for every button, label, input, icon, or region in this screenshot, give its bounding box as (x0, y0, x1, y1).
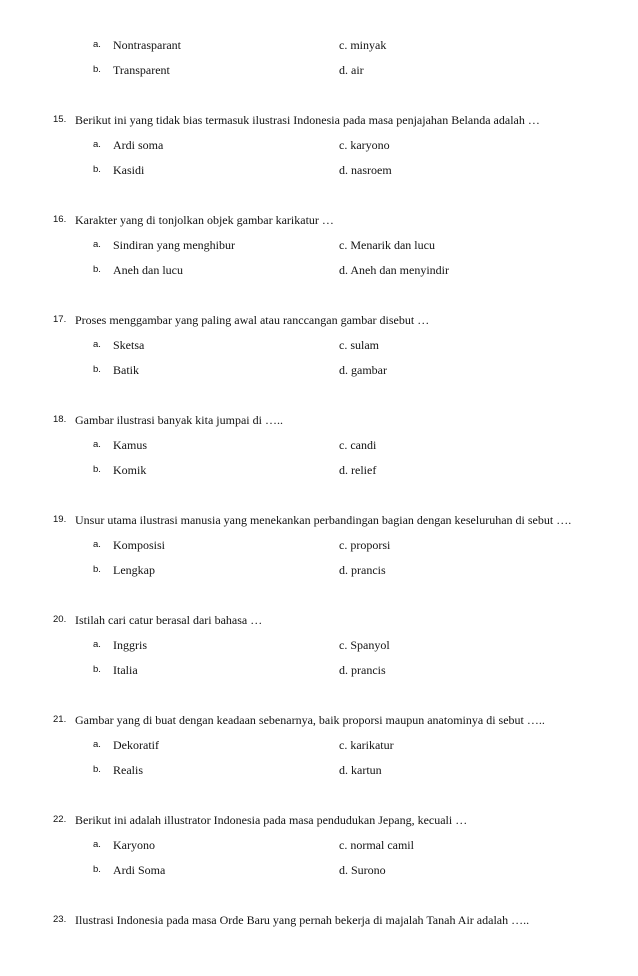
option-letter: a. (93, 639, 101, 650)
option-row (0, 237, 638, 253)
option-text: Sketsa (113, 338, 145, 352)
option-d: d. nasroem (339, 163, 392, 177)
question-text: Berikut ini yang tidak bias termasuk ilustrasi Indonesia pada masa penjajahan Belanda adalah … (75, 113, 540, 127)
question-text: Unsur utama ilustrasi manusia yang menekankan perbandingan bagian dengan keseluruhan di sebut …. (75, 513, 572, 527)
question-number: 23. (53, 914, 67, 925)
question-line (0, 412, 638, 428)
option-row (0, 862, 638, 878)
option-letter: a. (93, 339, 101, 350)
option-text: Kasidi (113, 163, 145, 177)
option-text: Karyono (113, 838, 155, 852)
option-text: Nontrasparant (113, 38, 181, 52)
option-row (0, 37, 638, 53)
option-letter: a. (93, 839, 101, 850)
option-c: c. minyak (339, 38, 387, 52)
option-letter: b. (93, 464, 101, 475)
option-text: Dekoratif (113, 738, 159, 752)
option-c: c. candi (339, 438, 377, 452)
question-text: Gambar yang di buat dengan keadaan sebenarnya, baik proporsi maupun anatominya di sebut ….. (75, 713, 545, 727)
question-number: 15. (53, 114, 67, 125)
question-line (0, 912, 638, 928)
option-letter: a. (93, 739, 101, 750)
question-text: Proses menggambar yang paling awal atau ranccangan gambar disebut … (75, 313, 430, 327)
option-row (0, 637, 638, 653)
question-line (0, 312, 638, 328)
option-row (0, 737, 638, 753)
option-text: Sindiran yang menghibur (113, 238, 235, 252)
option-row (0, 337, 638, 353)
option-letter: b. (93, 864, 101, 875)
option-letter: b. (93, 64, 101, 75)
option-text: Transparent (113, 63, 170, 77)
option-row (0, 837, 638, 853)
option-c: c. Spanyol (339, 638, 390, 652)
option-c: c. Menarik dan lucu (339, 238, 435, 252)
option-row (0, 662, 638, 678)
option-text: Realis (113, 763, 143, 777)
option-row (0, 162, 638, 178)
option-letter: a. (93, 539, 101, 550)
option-c: c. karyono (339, 138, 390, 152)
question-number: 22. (53, 814, 67, 825)
option-letter: b. (93, 364, 101, 375)
question-line (0, 612, 638, 628)
option-row (0, 462, 638, 478)
option-d: d. relief (339, 463, 377, 477)
question-line (0, 512, 638, 528)
question-number: 20. (53, 614, 67, 625)
question-number: 17. (53, 314, 67, 325)
option-text: Komposisi (113, 538, 166, 552)
option-d: d. air (339, 63, 364, 77)
option-letter: b. (93, 164, 101, 175)
option-text: Aneh dan lucu (113, 263, 183, 277)
question-line (0, 812, 638, 828)
option-row (0, 762, 638, 778)
option-text: Lengkap (113, 563, 155, 577)
question-number: 19. (53, 514, 67, 525)
option-letter: a. (93, 239, 101, 250)
question-line (0, 212, 638, 228)
option-row (0, 437, 638, 453)
option-row (0, 537, 638, 553)
question-line (0, 712, 638, 728)
option-row (0, 137, 638, 153)
option-c: c. karikatur (339, 738, 394, 752)
option-letter: a. (93, 439, 101, 450)
question-line (0, 112, 638, 128)
option-row (0, 262, 638, 278)
option-letter: b. (93, 764, 101, 775)
option-text: Ardi Soma (113, 863, 166, 877)
option-text: Batik (113, 363, 139, 377)
question-text: Berikut ini adalah illustrator Indonesia pada masa pendudukan Jepang, kecuali … (75, 813, 468, 827)
option-d: d. Aneh dan menyindir (339, 263, 449, 277)
option-letter: b. (93, 264, 101, 275)
question-text: Karakter yang di tonjolkan objek gambar karikatur … (75, 213, 334, 227)
question-text: Gambar ilustrasi banyak kita jumpai di ….. (75, 413, 283, 427)
option-c: c. proporsi (339, 538, 391, 552)
option-text: Italia (113, 663, 138, 677)
option-d: d. prancis (339, 563, 386, 577)
option-row (0, 62, 638, 78)
option-letter: b. (93, 564, 101, 575)
option-text: Komik (113, 463, 147, 477)
option-text: Kamus (113, 438, 147, 452)
option-d: d. Surono (339, 863, 386, 877)
question-number: 18. (53, 414, 67, 425)
option-c: c. sulam (339, 338, 379, 352)
option-text: Inggris (113, 638, 147, 652)
option-text: Ardi soma (113, 138, 164, 152)
option-letter: b. (93, 664, 101, 675)
option-d: d. gambar (339, 363, 387, 377)
option-letter: a. (93, 39, 101, 50)
option-letter: a. (93, 139, 101, 150)
option-d: d. kartun (339, 763, 382, 777)
question-number: 16. (53, 214, 67, 225)
option-d: d. prancis (339, 663, 386, 677)
question-number: 21. (53, 714, 67, 725)
question-text: Ilustrasi Indonesia pada masa Orde Baru yang pernah bekerja di majalah Tanah Air adalah ….. (75, 913, 530, 927)
option-c: c. normal camil (339, 838, 414, 852)
option-row (0, 362, 638, 378)
option-row (0, 562, 638, 578)
question-text: Istilah cari catur berasal dari bahasa … (75, 613, 263, 627)
